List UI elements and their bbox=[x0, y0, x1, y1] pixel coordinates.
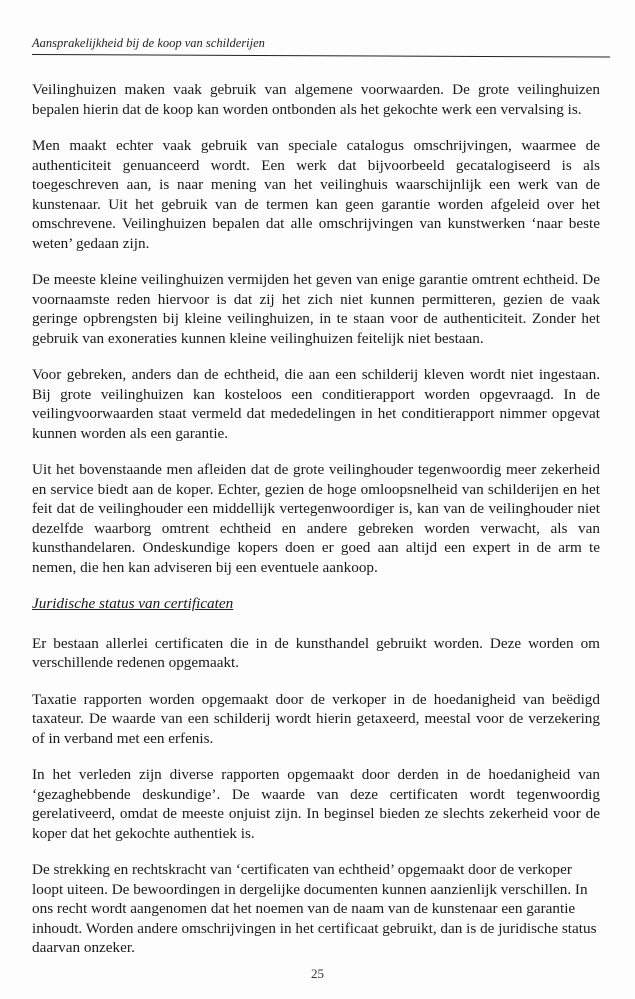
section-paragraph-3: In het verleden zijn diverse rapporten opgemaakt door derden in de hoedanigheid van ‘gezaghebbende deskundige’. De waarde van deze certificaten wordt tegenwoordig gerelativeerd, omdat de meeste onjuist zijn. In beginsel bieden ze slechts zekerheid voor de koper dat het gekochte authentiek is. bbox=[32, 766, 600, 842]
paragraph-5: Uit het bovenstaande men afleiden dat de grote veilinghouder tegenwoordig meer zekerheid en service biedt aan de koper. Echter, gezien de hoge omloopsnelheid van schilderijen en het feit dat de veilinghouder een middellijk vertegenwoordiger is, kan van de veilinghouder niet dezelfde waarborg omtrent echtheid en andere gebreken worden verwacht, als van kunsthandelaren. Ondeskundige kopers doen er goed aan altijd een expert in de arm te nemen, die hen kan adviseren bij een eventuele aankoop. bbox=[32, 461, 600, 576]
paragraph-3: De meeste kleine veilinghuizen vermijden het geven van enige garantie omtrent echtheid. De voornaamste reden hiervoor is dat zij het zich niet kunnen permitteren, gezien de vaak geringe opbrengsten bij kleine veilinghuizen, in te staan voor de authenticiteit. Zonder het gebruik van exoneraties kunnen kleine veilinghuizen feitelijk niet bestaan. bbox=[32, 271, 600, 347]
paragraph-4: Voor gebreken, anders dan de echtheid, die aan een schilderij kleven wordt niet ingestaan. Bij grote veilinghuizen kan kosteloos een conditierapport worden opgevraagd. In de veilingvoorwaarden staat vermeld dat mededelingen in het conditierapport nimmer opgevat kunnen worden als een garantie. bbox=[32, 366, 600, 442]
section-paragraph-1: Er bestaan allerlei certificaten die in de kunsthandel gebruikt worden. Deze worden om verschillende redenen opgemaakt. bbox=[32, 634, 600, 671]
section-paragraph-2: Taxatie rapporten worden opgemaakt door de verkoper in de hoedanigheid van beëdigd taxateur. De waarde van een schilderij wordt hierin getaxeerd, meestal voor de verzekering of in verband met een erfenis. bbox=[32, 690, 600, 747]
section-heading: Juridische status van certificaten bbox=[32, 595, 234, 612]
paragraph-2: Men maakt echter vaak gebruik van speciale catalogus omschrijvingen, waarmee de authenticiteit genuanceerd wordt. Een werk dat bijvoorbeeld gecatalogiseerd is als toegeschreven aan, is naar mening van het veilinghuis waarschijnlijk een werk van de kunstenaar. Uit het gebruik van de termen kan geen garantie worden afgeleid over het omschrevene. Veilinghuizen bepalen dat alle omschrijvingen van kunstwerken ‘naar beste weten’ gedaan zijn. bbox=[32, 137, 600, 252]
page-body bbox=[32, 80, 600, 975]
paragraph-1: Veilinghuizen maken vaak gebruik van algemene voorwaarden. De grote veilinghuizen bepalen hierin dat de koop kan worden ontbonden als het gekochte werk een vervalsing is. bbox=[32, 81, 600, 118]
page-number: 25 bbox=[311, 966, 324, 981]
header-rule bbox=[32, 54, 610, 58]
section-paragraph-4: De strekking en rechtskracht van ‘certificaten van echtheid’ opgemaakt door de verkoper loopt uiteen. De bewoordingen in dergelijke documenten kunnen aanzienlijk verschillen. In ons recht wordt aangenomen dat het noemen van de naam van de kunstenaar een garantie inhoudt. Worden andere omschrijvingen in het certificaat gebruikt, dan is de juridische status daarvan onzeker. bbox=[32, 861, 597, 956]
running-header: Aansprakelijkheid bij de koop van schilderijen bbox=[32, 36, 265, 50]
